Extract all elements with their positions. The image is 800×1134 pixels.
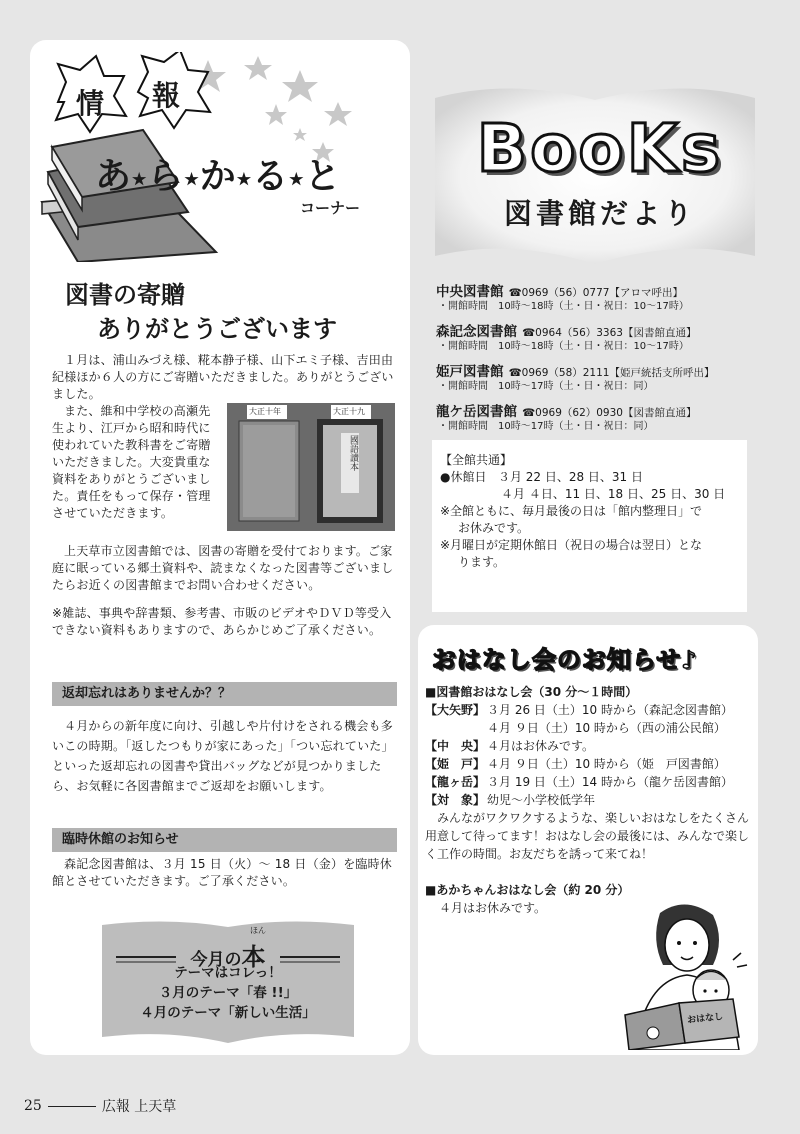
donation-paragraph-1: １月は、浦山みづえ様、糀本静子様、山下エミ子様、吉田由紀様ほか６人の方にご寄贈いただきました。ありがとうございました。 [52,353,394,401]
library-name: 姫戸図書館 [436,364,504,380]
month-theme-line3: ４月のテーマ「新しい生活」 [140,1005,316,1021]
month-theme-line1: テーマはコレっ！ [174,965,282,981]
corner-subtitle: コーナー [300,199,361,217]
common-closed-days [432,440,747,612]
common-heading: 【全館共通】 [440,453,513,467]
library-name: 森記念図書館 [436,324,517,340]
closed-march: ３月 22 日、28 日、31 日 [497,470,644,484]
closed-label: ●休館日 [440,470,487,484]
month-title-prefix: 今月の [190,950,242,970]
common-note-1: ※全館ともに、毎月最後の日は「館内整理日」で [440,504,703,518]
storytime-row: ４月 ９日（土）10 時から（西の浦公民館） [487,721,726,735]
title-char: か [199,155,237,197]
common-note-2b: ります。 [458,555,506,569]
title-char: ら [147,155,185,197]
library-phone: ☎0969（58）2111【姫戸統括支所呼出】 [508,367,715,379]
baby-storytime-text: ４月はお休みです。 [439,901,547,915]
storytime-body [425,683,755,917]
storytime-library-header: ■図書館おはなし会（30 分～１時間） [425,685,638,699]
common-note-1b: お休みです。 [458,521,530,535]
library-hours: ・開館時間 10時～18時（土・日・祝日：10～17時） [438,301,689,312]
return-heading: 返却忘れはありませんか？？ [52,682,397,706]
library-name: 龍ケ岳図書館 [436,404,517,420]
badge-left-text: 情 [76,87,105,120]
books-subtitle: 図書館だより [503,197,696,230]
title-char: と [304,155,342,197]
storytime-row: 【中 央】 ４月はお休みです。 [425,739,595,753]
month-theme [98,917,358,1047]
storytime-paragraph: みんながワクワクするような、楽しいおはなしをたくさん用意して待ってます！おはなし会の最後には、みんなで楽しく工作の時間。お友だちを誘って来てね！ [425,811,750,861]
badge-right-text: 報 [152,79,181,112]
library-entry [436,320,766,354]
return-text: ４月からの新年度に向け、引越しや片付けをされる機会も多いこの時期。「返したつもりが家にあった」「つい忘れていた」といった返却忘れの図書や貸出バッグなどが見つかりましたら、お気軽に各図書館までご返却をお願いします。 [52,719,394,793]
common-note-2: ※月曜日が定期休館日（祝日の場合は翌日）とな [440,538,703,552]
month-title-big: 本 [241,943,266,971]
library-name: 中央図書館 [436,284,504,300]
title-char: あ [95,155,133,197]
closed-april: ４月 ４日、11 日、18 日、25 日、30 日 [501,487,726,501]
picture-book-label: おはなし [686,1012,724,1026]
textbook-photo [227,403,395,531]
donation-title-line2: ありがとうございます [97,315,337,343]
library-phone: ☎0969（62）0930【図書館直通】 [522,407,697,419]
books-title: BooKs [476,110,724,187]
reading-illustration [615,895,755,1050]
library-entry [436,360,766,394]
library-hours: ・開館時間 10時～17時（土・日・祝日：同） [438,421,654,432]
photo-label-left: 大正十年 [249,407,281,416]
donation-title [65,278,337,346]
donation-note: ※雑誌、事典や辞書類、参考書、市販のビデオやＤＶＤ等受入できない資料もありますので、あらかじめご了承ください。 [52,606,392,637]
publication-name: 広報 上天草 [101,1099,177,1115]
library-hours: ・開館時間 10時～17時（土・日・祝日：同） [438,381,654,392]
library-entry [436,400,766,434]
page-footer [24,1096,176,1116]
donation-title-line1: 図書の寄贈 [65,281,185,309]
page-number: 25 [24,1098,42,1114]
library-hours: ・開館時間 10時～18時（土・日・祝日：10～17時） [438,341,689,352]
temporary-closure-heading: 臨時休館のお知らせ [52,828,397,852]
month-title-ruby: ほん [250,926,266,935]
title-char: る [252,155,290,197]
photo-book-title: 國語讀本 [348,435,358,471]
donation-paragraph-2: また、維和中学校の高瀬先生より、江戸から昭和時代に使われていた教科書をご寄贈いただきました。大変貴重な資料をありがとうございました。責任をもって保存・管理させていただきます。 [52,404,211,520]
month-theme-line2: ３月のテーマ「春 !!」 [158,985,298,1001]
baby-storytime-header: ■あかちゃんおはなし会（約 20 分） [425,883,630,897]
temporary-closure-text: 森記念図書館は、３月 15 日（火）～ 18 日（金）を臨時休館とさせていただきます。ご了承ください。 [52,857,392,888]
photo-label-right: 大正十九 [333,407,365,416]
library-phone: ☎0964（56）3363【図書館直通】 [522,327,697,339]
storytime-row: 【姫 戸】 ４月 ９日（土）10 時から（姫 戸図書館） [425,757,726,771]
storytime-row: 【龍ヶ岳】 ３月 19 日（土）14 時から（龍ケ岳図書館） [425,775,733,789]
storytime-title: おはなし会のお知らせ♪ [432,646,698,674]
library-entry [436,280,766,314]
corner-title: あ★ら★か★る★と [95,155,342,197]
footer-rule [48,1106,96,1107]
storytime-row: 【対 象】 幼児～小学校低学年 [425,793,596,807]
storytime-row: 【大矢野】 ３月 26 日（土）10 時から（森記念図書館） [425,703,733,717]
library-phone: ☎0969（56）0777【アロマ呼出】 [508,287,683,299]
donation-paragraph-3: 上天草市立図書館では、図書の寄贈を受付ております。ご家庭に眠っている郷土資料や、読まなくなった図書等ございましたらお近くの図書館までお問い合わせください。 [52,544,394,592]
